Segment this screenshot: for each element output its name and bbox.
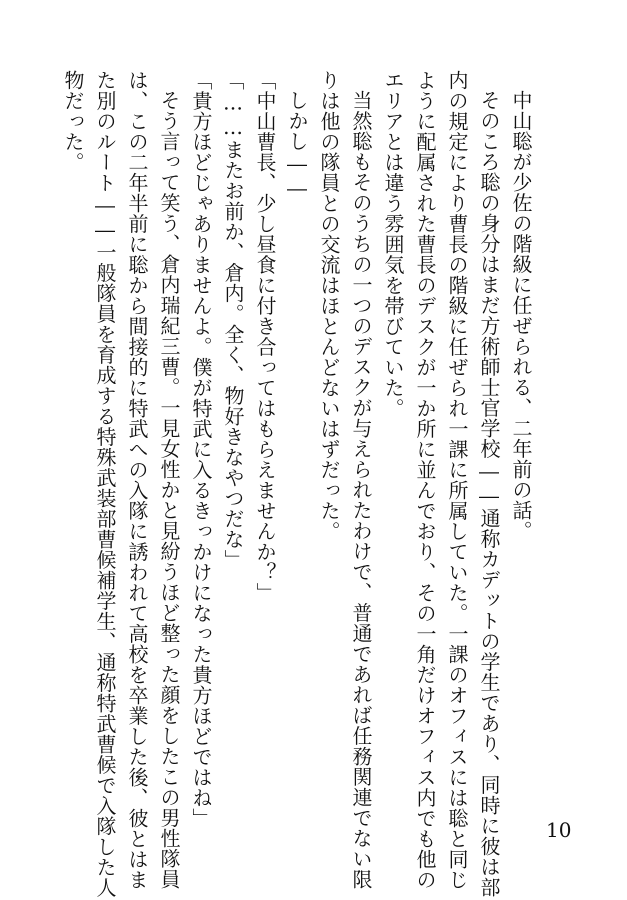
text-line-13: は、この二年半前に聡から間接的に特武への入隊に誘われて高校を卒業した後、彼とはま: [125, 70, 149, 890]
text-line-14: た別のルート――一般隊員を育成する特殊武装部曹候補学生、通称特武曹候で入隊した人: [93, 70, 117, 898]
text-line-4: ように配属された曹長のデスクが一か所に並んでおり、その一角だけオフィス内でも他の: [413, 70, 437, 890]
text-line-15: 物だった。: [61, 70, 85, 173]
page-number: 10: [546, 818, 572, 842]
text-line-12: そう言って笑う、倉内瑞紀三曹。一見女性かと見紛うほど整った顔をしたこの男性隊員: [157, 90, 181, 890]
text-line-7: りは他の隊員との交流はほとんどないはずだった。: [317, 70, 341, 542]
text-line-1: 中山聡が少佐の階級に任ぜられる、二年前の話。: [509, 90, 533, 541]
text-line-9: 「中山曹長、少し昼食に付き合ってはもらえませんか？」: [253, 70, 277, 603]
text-line-3: 内の規定により曹長の階級に任ぜられ一課に所属していた。一課のオフィスには聡と同じ: [445, 70, 469, 890]
text-line-11: 「貴方ほどじゃありませんよ。僕が特武に入るきっかけになった貴方ほどではね」: [189, 70, 213, 829]
vertical-text-block: [57, 70, 537, 898]
text-line-6: 当然聡もそのうちの一つのデスクが与えられたわけで、普通であれば任務関連でない限: [349, 90, 373, 890]
text-line-5: エリアとは違う雰囲気を帯びていた。: [381, 70, 405, 419]
text-line-2: そのころ聡の身分はまだ方術師士官学校――通称カデットの学生であり、同時に彼は部: [477, 90, 501, 898]
text-line-10: 「……またお前か、倉内。全く、物好きなやつだな」: [221, 70, 245, 570]
text-line-8: しかし――: [285, 90, 309, 201]
